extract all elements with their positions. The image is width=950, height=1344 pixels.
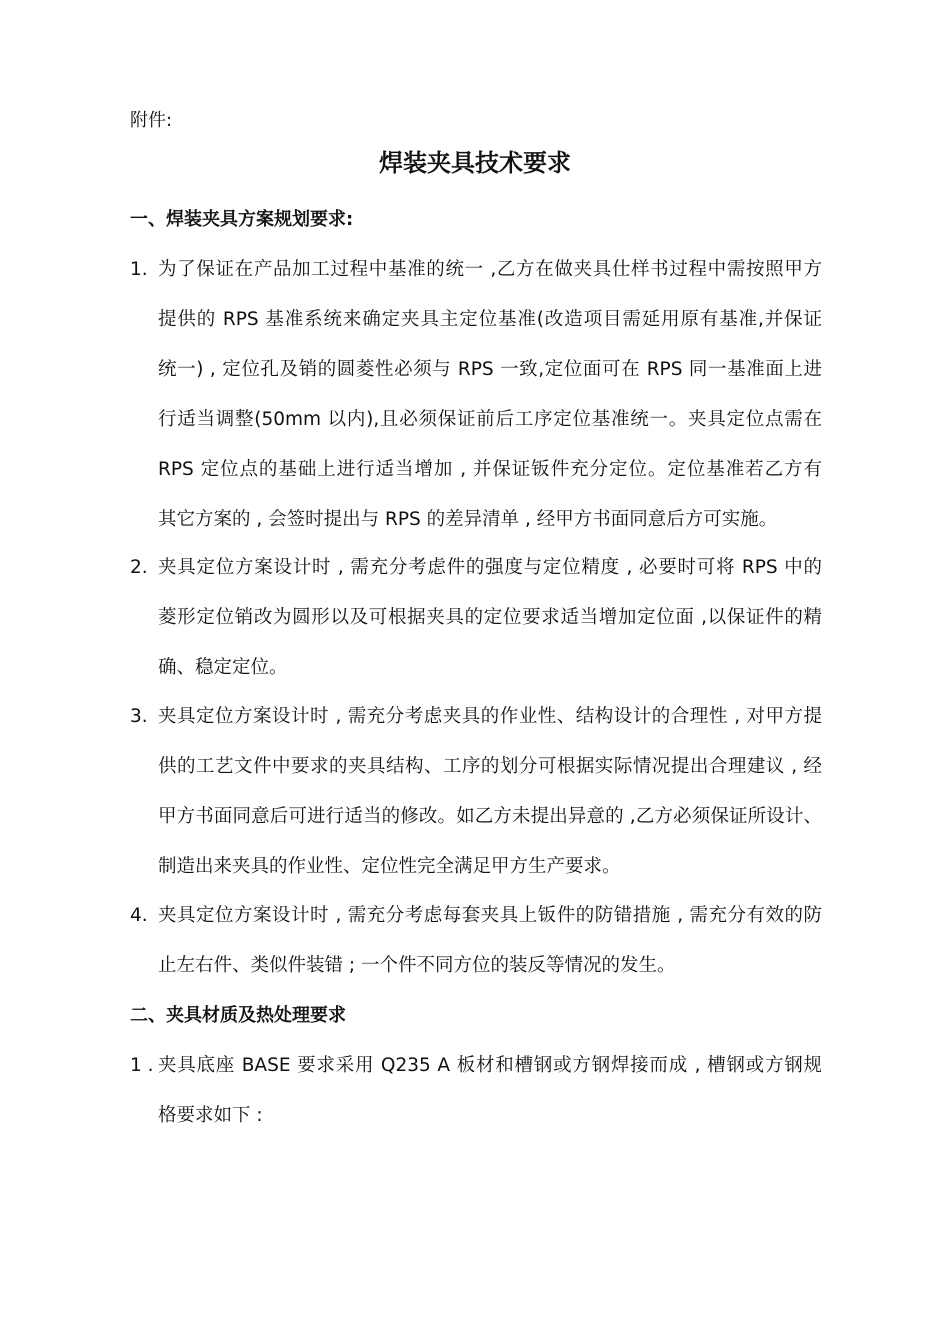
item-line: 止左右件、类似件装错 ; 一个件不同方位的装反等情况的发生。: [158, 955, 676, 976]
item-line: 夹具定位方案设计时 , 需充分考虑每套夹具上钣件的防错措施 , 需充分有效的防: [158, 905, 822, 926]
attachment-label: 附件:: [130, 110, 173, 131]
item-line: 格要求如下 :: [158, 1105, 263, 1126]
item-line: 夹具底座 BASE 要求采用 Q235 A 板材和槽钢或方钢焊接而成 , 槽钢或方钢规: [158, 1055, 822, 1076]
section-heading-1: 一、焊装夹具方案规划要求:: [130, 209, 354, 230]
item-line: 甲方书面同意后可进行适当的修改。如乙方未提出异意的 ,乙方必须保证所设计、: [158, 806, 822, 827]
item-line: 供的工艺文件中要求的夹具结构、工序的划分可根据实际情况提出合理建议 , 经: [158, 756, 822, 777]
item-number: 3.: [130, 706, 148, 727]
item-line: 制造出来夹具的作业性、定位性完全满足甲方生产要求。: [158, 856, 621, 877]
item-body: [158, 1041, 822, 1141]
item-line: 夹具定位方案设计时 , 需充分考虑件的强度与定位精度 , 必要时可将 RPS 中的: [158, 557, 822, 578]
item-body: [158, 692, 822, 892]
document-title: 焊装夹具技术要求: [379, 149, 571, 177]
item-number: 1.: [130, 259, 148, 280]
item-number: 1 .: [130, 1055, 154, 1076]
item-body: [158, 543, 822, 693]
item-line: 确、稳定定位。: [158, 657, 288, 678]
item-line: 行适当调整(50mm 以内),且必须保证前后工序定位基准统一。夹具定位点需在: [158, 409, 822, 430]
item-line: 其它方案的 , 会签时提出与 RPS 的差异清单 , 经甲方书面同意后方可实施。: [158, 509, 778, 530]
item-line: 夹具定位方案设计时 , 需充分考虑夹具的作业性、结构设计的合理性 , 对甲方提: [158, 706, 822, 727]
item-body: [158, 891, 822, 991]
item-line: 菱形定位销改为圆形以及可根据夹具的定位要求适当增加定位面 ,以保证件的精: [158, 607, 822, 628]
item-line: 为了保证在产品加工过程中基准的统一 ,乙方在做夹具仕样书过程中需按照甲方: [158, 259, 822, 280]
section-heading-2: 二、夹具材质及热处理要求: [130, 1005, 346, 1026]
item-line: 统一) , 定位孔及销的圆菱性必须与 RPS 一致,定位面可在 RPS 同一基准面上进: [158, 359, 822, 380]
item-line: 提供的 RPS 基准系统来确定夹具主定位基准(改造项目需延用原有基准,并保证: [158, 309, 822, 330]
item-body: [158, 245, 822, 545]
item-number: 2.: [130, 557, 148, 578]
item-line: RPS 定位点的基础上进行适当增加 , 并保证钣件充分定位。定位基准若乙方有: [158, 459, 822, 480]
item-number: 4.: [130, 905, 148, 926]
